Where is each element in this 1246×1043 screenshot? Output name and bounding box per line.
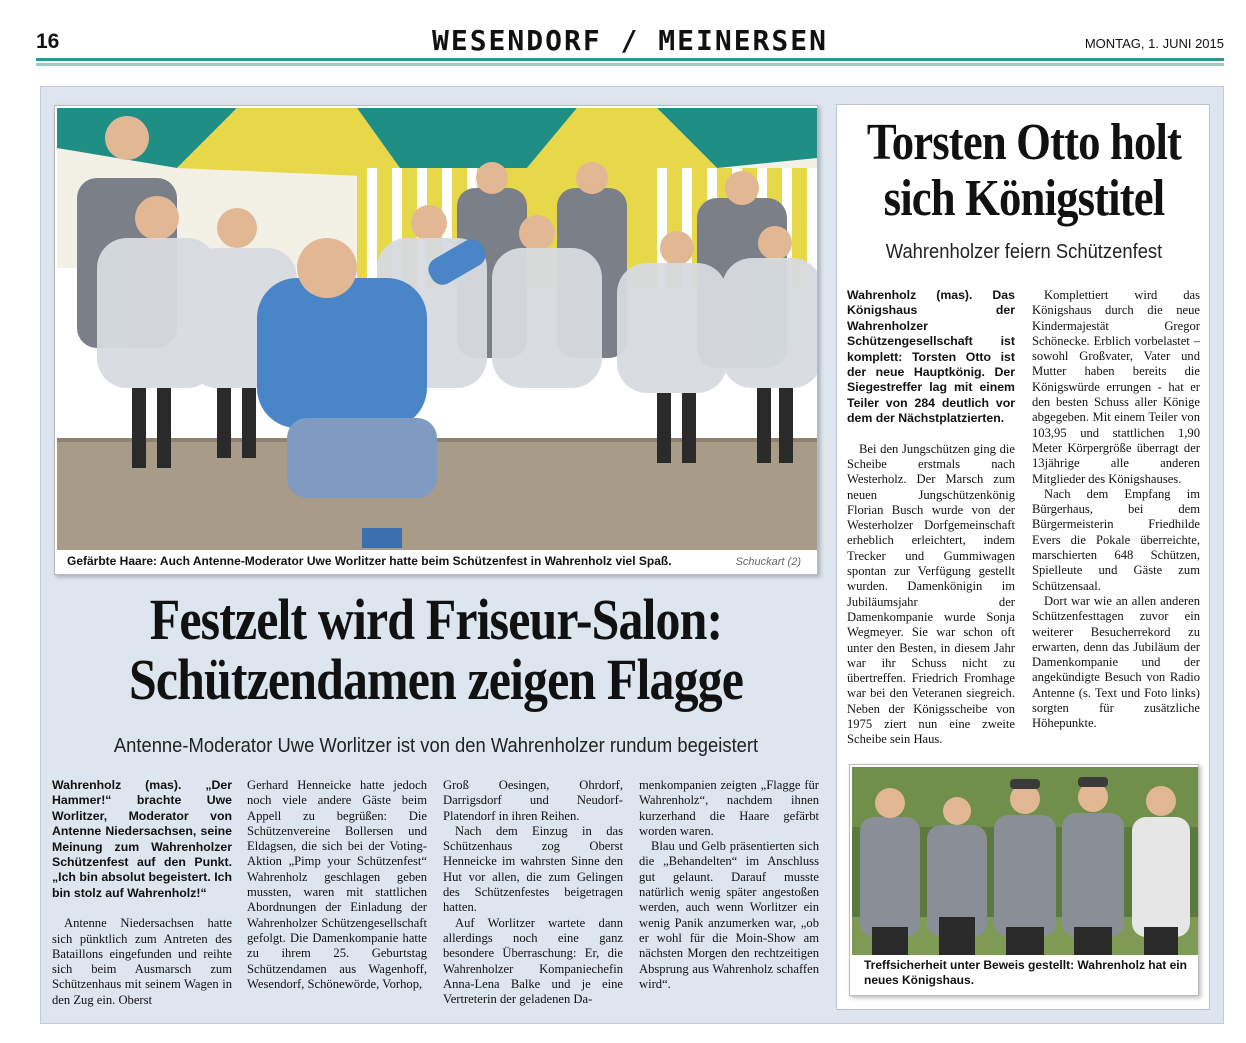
main-paragraph: menkompanien zeigten „Flagge für Wahrenholz“, nachdem ihnen kurzerhand die Haare gefärbt worden waren. bbox=[639, 778, 819, 838]
main-paragraph: Gerhard Henneicke hatte jedoch noch viele andere Gäste beim Appell zu begrüßen: Die Schützenvereine Bollersen und Eldagsen, die sich bei der Voting-Aktion „Pimp your Schützenfest“ Wahrenholz geschlagen geben mussten, waren mit stattlichen Abordnungen der Einladung der Wahrenholzer Schützengesellschaft gefolgt. Die Damenkompanie hatte zu ihrem 25. Geburtstag Schützendamen aus Wagenhoff, Wesendorf, Schönewörde, Vorhop, bbox=[247, 778, 427, 991]
main-column-2 bbox=[247, 778, 427, 992]
issue-date: MONTAG, 1. JUNI 2015 bbox=[1084, 36, 1224, 51]
main-paragraph: Antenne Niedersachsen hatte sich pünktlich zum Antreten des Bataillons eingefunden und reihte sich beim Ausmarsch zum Schützenhaus mit seinem Wagen in den Zug ein. Oberst bbox=[52, 916, 232, 1007]
side-paragraph: Dort war wie an allen anderen Schützenfesttagen zuvor ein weiterer Besucherrekord zu erwarten, denn das Jubiläum der Damenkompanie und der angekündigte Besuch von Radio Antenne (s. Text und Foto links) sorgten für zusätzliche Höhepunkte. bbox=[1032, 593, 1200, 731]
side-subheadline: Wahrenholzer feiern Schützenfest bbox=[885, 241, 1163, 263]
side-headline bbox=[863, 115, 1185, 227]
side-lead-paragraph: Wahrenholz (mas). Das Königshaus der Wahrenholzer Schützengesellschaft ist komplett: Torsten Otto ist der neue Hauptkönig. Der Siegestreffer lag mit einem Teiler von 284 deutlich vor dem der Nächstplatzierten. bbox=[847, 288, 1015, 426]
main-headline-line2: Schützendamen zeigen Flagge bbox=[128, 647, 744, 712]
photo-credit: Schuckart (2) bbox=[735, 556, 801, 568]
main-photo bbox=[54, 105, 818, 575]
side-column-1 bbox=[847, 288, 1015, 748]
side-headline-line2: sich Königstitel bbox=[883, 170, 1165, 227]
kings-photo bbox=[849, 764, 1199, 996]
main-lead-paragraph: Wahrenholz (mas). „Der Hammer!“ brachte Uwe Worlitzer, Moderator von Antenne Niedersachsen, seine Meinung zum Wahrenholzer Schützenfest auf den Punkt. „Ich bin absolut begeistert. Ich bin stolz auf Wahrenholz!“ bbox=[52, 778, 232, 900]
side-paragraph: Nach dem Empfang im Bürgerhaus, bei dem Bürgermeisterin Friedhilde Evers die Pokale überreichte, marschierten 648 Schützen, Spielleute und Gäste zum Schützensaal. bbox=[1032, 486, 1200, 593]
festival-tent-photo bbox=[57, 108, 817, 550]
main-subheadline: Antenne-Moderator Uwe Worlitzer ist von den Wahrenholzer rundum begeistert bbox=[113, 735, 759, 757]
main-paragraph: Nach dem Einzug in das Schützenhaus zog Oberst Henneicke im wahrsten Sinne den Hut vor allen, die zum Gelingen des Schützenfestes beigetragen hatten. bbox=[443, 823, 623, 915]
side-paragraph: Komplettiert wird das Königshaus durch die neue Kindermajestät Gregor Schönecke. Erblich vorbelastet – sowohl Großvater, Vater und Mutter haben bereits die Königswürde errungen - hat er den besten Schuss aller Könige abgegeben. Mit einem Teiler von 103,95 und stattlichen 1,90 Meter Körpergröße überragt der 13jährige alle anderen Mitglieder des Königshauses. bbox=[1032, 288, 1200, 486]
side-paragraph: Bei den Jungschützen ging die Scheibe erstmals nach Westerholz. Der Marsch zum neuen Jungschützenkönig Florian Busch wurde von der Westerholzer Dorfgemeinschaft erheblich erleichtert, indem Trecker und Gummiwagen spontan zur Verfügung gestellt wurden. Damenkönigin im Jubiläumsjahr der Damenkompanie wurde Sonja Wegmeyer. Sie war schon oft unter den Besten, in diesem Jahr war ihr Schuss nicht zu übertreffen. Friedrich Fromhage war bei den Veteranen siegreich. Neben der Königsscheibe von 1975 ziert nun eine zweite Scheibe sein Haus. bbox=[847, 441, 1015, 747]
side-headline-line1: Torsten Otto holt bbox=[866, 114, 1182, 171]
main-headline-line1: Festzelt wird Friseur-Salon: bbox=[149, 587, 723, 652]
kings-photo-caption: Treffsicherheit unter Beweis gestellt: Wahrenholz hat ein neues Königshaus. bbox=[864, 958, 1187, 987]
main-paragraph: Auf Worlitzer wartete dann allerdings noch eine ganz besondere Überraschung: Er, die Wahrenholzer Kompaniechefin Anna-Lena Balke und je eine Vertreterin der geladenen Da- bbox=[443, 915, 623, 1007]
main-paragraph: Blau und Gelb präsentierten sich die „Behandelten“ im Anschluss gut gelaunt. Darauf musste natürlich wenig später angestoßen werden, auch wenn Worlitzer ein wenig Panik anzumerken war, „ob er wohl für die Moin-Show am nächsten Morgen den rechtzeitigen Absprung aus Wahrenholz schaffen wird“. bbox=[639, 839, 819, 991]
main-photo-caption: Gefärbte Haare: Auch Antenne-Moderator Uwe Worlitzer hatte beim Schützenfest in Wahrenholz viel Spaß. bbox=[67, 554, 672, 568]
masthead-rule bbox=[36, 58, 1224, 61]
page-number: 16 bbox=[36, 30, 60, 53]
masthead-rule-secondary bbox=[36, 63, 1224, 66]
main-paragraph: Groß Oesingen, Ohrdorf, Darrigsdorf und Neudorf-Platendorf in ihren Reihen. bbox=[443, 778, 623, 823]
main-column-4 bbox=[639, 778, 819, 992]
main-column-1 bbox=[52, 778, 232, 1008]
main-column-3 bbox=[443, 778, 623, 1007]
side-column-2 bbox=[1032, 288, 1200, 732]
section-title: WESENDORF / MEINERSEN bbox=[431, 24, 828, 57]
royal-household-photo bbox=[852, 767, 1198, 955]
main-headline bbox=[107, 587, 764, 712]
